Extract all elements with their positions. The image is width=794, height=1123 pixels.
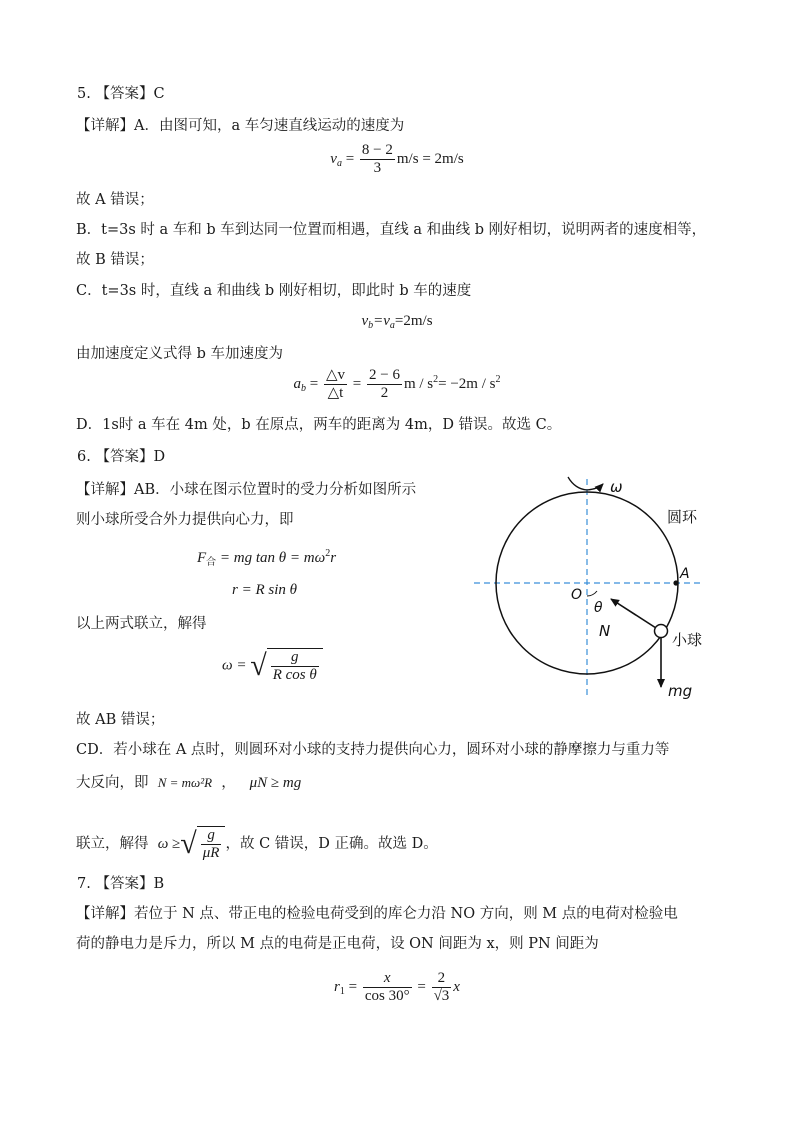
- q7-equation-r1: $r_1$ = $\frac{x}{\cos 30^\circ}$ = $\frac{2}{√3}$ x: [334, 970, 460, 1004]
- q5-line6: 由加速度定义式得 b 车加速度为: [76, 346, 283, 362]
- q5-line1: A．由图可知，a 车匀速直线运动的速度为: [134, 118, 405, 134]
- q6-detail-tag: 【详解】: [76, 482, 134, 498]
- rotation-arrow: [568, 477, 603, 490]
- normal-force-arrow: [611, 599, 656, 628]
- q6-number: 6.: [77, 449, 91, 465]
- q6-line7: 联立，解得 ω ≥√ $\frac{g}{\mu R}$ ，故 C 错误，D 正确。故选 D。: [76, 827, 438, 861]
- q6-answer-tag: 【答案】: [95, 449, 154, 465]
- ball-label: 小球: [672, 631, 703, 649]
- q6-equation-omega: ω = √ $\frac{g}{\text{R cos θ}}$: [222, 648, 323, 684]
- q6-answer: D: [153, 449, 166, 465]
- q5-equation-vb: $v_b=v_a=2m/s$: [361, 313, 433, 331]
- q6-equation-radius: r = R sin θ: [232, 582, 297, 598]
- q6-line5: CD．若小球在 A 点时，则圆环对小球的支持力提供向心力，圆环对小球的静摩擦力与重力等: [76, 742, 670, 758]
- q5-equation-ab: $a_b$ = $\frac{\triangle v}{\triangle t}$ = $\frac{2 - 6}{2}$ $m / s^2= -2m / s^2$: [293, 367, 501, 401]
- omega-label: ω: [610, 478, 623, 496]
- center-label: O: [571, 587, 583, 603]
- q7-answer-tag: 【答案】: [95, 876, 154, 892]
- q5-line7: D．1s时 a 车在 4m 处，b 在原点，两车的距离为 4m，D 错误。故选 C。: [76, 417, 562, 433]
- q6-header: [77, 447, 165, 467]
- q5-line5: C．t=3s 时，直线 a 和曲线 b 刚好相切，即此时 b 车的速度: [76, 283, 472, 299]
- normal-force-label: N: [599, 622, 611, 640]
- q6-line4: 故 AB 错误；: [76, 712, 165, 728]
- q5-line4: 故 B 错误；: [76, 252, 154, 268]
- circular-ring-diagram: [470, 468, 710, 708]
- ring-label: 圆环: [667, 508, 698, 526]
- gravity-label: mg: [668, 682, 693, 700]
- q6-line2: 则小球所受合外力提供向心力，即: [76, 512, 294, 528]
- point-a: [673, 580, 678, 585]
- q7-detail-tag: 【详解】: [76, 906, 134, 922]
- theta-label: θ: [594, 600, 603, 616]
- ball: [655, 625, 668, 638]
- q6-line6: 大反向，即 N = mω²R ， μN ≥ mg: [76, 775, 302, 791]
- q5-header: [77, 84, 165, 104]
- q6-line3: 以上两式联立，解得: [76, 616, 207, 632]
- q5-line2: 故 A 错误；: [76, 192, 154, 208]
- q5-line3: B．t=3s 时 a 车和 b 车到达同一位置而相遇，直线 a 和曲线 b 刚好相切，说明两者的速度相等，: [76, 222, 707, 238]
- q7-answer: B: [153, 876, 165, 892]
- q5-detail-tag: 【详解】: [76, 118, 134, 134]
- q5-detail-line1: [76, 116, 404, 136]
- q7-number: 7.: [77, 876, 91, 892]
- q7-header: [77, 874, 164, 894]
- theta-arc: [587, 591, 597, 596]
- q5-equation-va: $v_a$ = $\frac{8 - 2}{3}$ m/s = 2m/s: [330, 142, 464, 176]
- q6-detail-line1: 【详解】AB．小球在图示位置时的受力分析如图所示: [76, 482, 417, 498]
- q5-number: 5.: [77, 86, 91, 102]
- point-a-label: A: [680, 566, 690, 582]
- q6-equation-force: $F_合$ = mg $\tan \theta = m\omega^2r$: [197, 548, 337, 568]
- q5-fraction: $\frac{8 - 2}{3}$: [361, 142, 393, 176]
- q7-detail-line1: 【详解】若位于 N 点、带正电的检验电荷受到的库仑力沿 NO 方向，则 M 点的电荷对检验电: [76, 906, 678, 922]
- q7-line2: 荷的静电力是斥力，所以 M 点的电荷是正电荷，设 ON 间距为 x，则 PN 间距为: [76, 936, 599, 952]
- q5-answer-tag: 【答案】: [95, 86, 154, 102]
- q5-answer: C: [153, 86, 165, 102]
